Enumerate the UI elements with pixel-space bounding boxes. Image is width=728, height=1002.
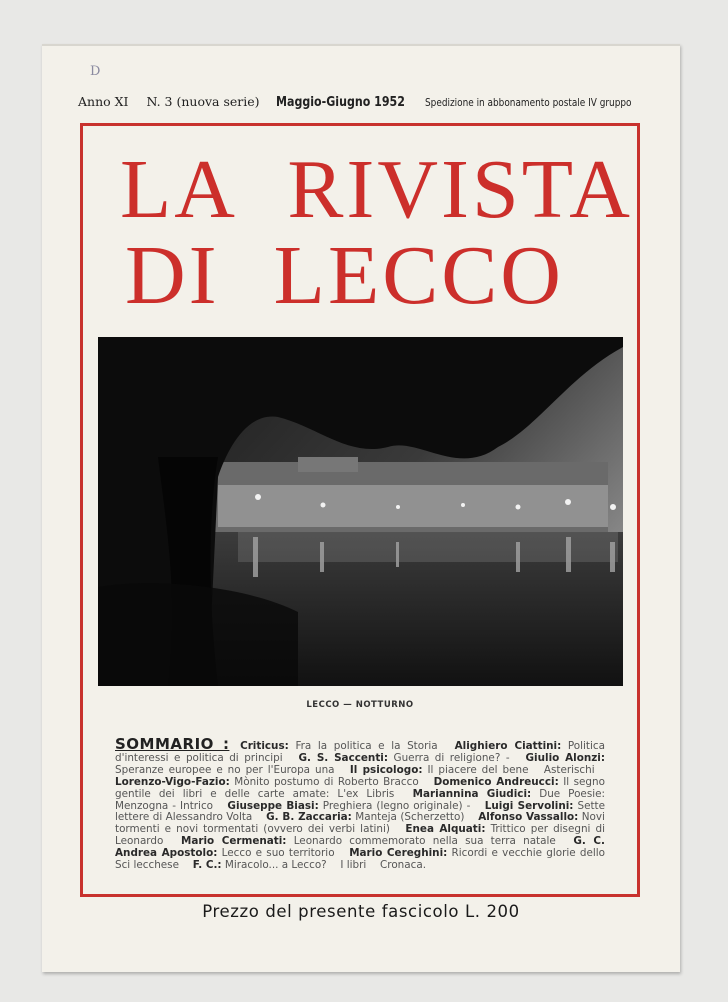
toc-title: Ricordi e vecchie glorie dello Sci lecchese (115, 847, 605, 872)
toc-title: Guerra di religione? - (393, 751, 510, 764)
toc-entry (193, 859, 327, 871)
toc-title: I libri (340, 859, 367, 872)
toc-entry (299, 752, 510, 764)
toc-author: G. C. Andrea Apostolo: (115, 835, 605, 860)
toc-title: Leonardo commemorato nella sua terra natale (293, 835, 556, 848)
toc-entry (544, 764, 595, 776)
toc-author: Il psicologo: (349, 763, 423, 776)
toc-author: G. S. Saccenti: (298, 751, 389, 764)
toc-author: Enea Alquati: (405, 823, 486, 836)
toc-title: Trittico per disegni di Leonardo (115, 823, 605, 848)
toc-entry (350, 764, 529, 776)
toc-author: G. B. Zaccaria: (266, 811, 352, 824)
magazine-cover (42, 44, 680, 972)
toc-entry (266, 811, 464, 823)
toc-author: Mario Cereghini: (349, 847, 448, 860)
toc-title: Lecco e suo territorio (221, 847, 335, 860)
toc-author: Alighiero Ciattini: (454, 740, 562, 752)
toc-author: Giulio Alonzi: (525, 751, 605, 764)
toc-title: Il piacere del bene (427, 763, 529, 776)
toc-author: F. C.: (192, 859, 222, 872)
toc-entry (115, 776, 419, 788)
toc-author: Luigi Servolini: (484, 799, 574, 812)
issue-date: Maggio-Giugno 1952 (275, 95, 405, 110)
toc-author: Domenico Andreucci: (433, 775, 559, 788)
toc-title: Preghiera (legno originale) - (322, 799, 471, 812)
toc-author: Giuseppe Biasi: (227, 799, 319, 812)
toc-author: Mario Cermenati: (180, 835, 287, 848)
issue-price: Prezzo del presente fascicolo L. 200 (202, 902, 520, 921)
toc-title: Miracolo... a Lecco? (224, 859, 327, 872)
toc-title: Novi tormenti e novi tormentati (ovvero dei verbi latini) (115, 811, 605, 836)
toc-author: Mariannina Giudici: (412, 787, 532, 800)
masthead-line-1: LA RIVISTA (120, 143, 633, 236)
toc-entry (340, 859, 366, 871)
cover-photo-night-lecco (98, 337, 623, 686)
photo-caption: LECCO — NOTTURNO (306, 700, 414, 710)
toc-title: Asterischi (543, 763, 595, 776)
pencil-mark: D (90, 64, 101, 79)
toc-author: Alfonso Vassallo: (478, 811, 579, 824)
toc-title: Fra la politica e la Storia (295, 740, 438, 752)
toc-title: Due Poesie: Menzogna - Intrico (115, 787, 606, 812)
postal-note: Spedizione in abbonamento postale IV gruppo (424, 97, 632, 109)
toc-title: Politica d'interessi e politica di principi (115, 740, 605, 764)
toc-entry (227, 800, 470, 812)
masthead-line-2: DI LECCO (125, 229, 564, 322)
toc-title: Il segno gentile dei libri e delle carte amate: L'ex Libris (115, 775, 605, 800)
toc-entry (181, 835, 556, 847)
toc-author: Lorenzo-Vigo-Fazio: (115, 775, 230, 788)
issue-year: Anno XI (78, 94, 129, 109)
toc-title: Cronaca. (380, 859, 427, 872)
issue-number: N. 3 (nuova serie) (146, 94, 260, 109)
toc-title: Sette lettere di Alessandro Volta (115, 799, 605, 824)
table-of-contents (115, 735, 606, 872)
issue-header (78, 94, 638, 110)
toc-title: Speranze europee e no per l'Europa una (115, 763, 335, 776)
toc-title: Manteja (Scherzetto) (355, 811, 465, 824)
toc-heading: SOMMARIO : (115, 735, 230, 753)
toc-title: Mònito postumo di Roberto Bracco (234, 775, 419, 788)
toc-entry (380, 859, 426, 871)
red-frame (80, 123, 640, 897)
toc-entry (240, 740, 438, 752)
toc-author: Criticus: (240, 740, 289, 752)
